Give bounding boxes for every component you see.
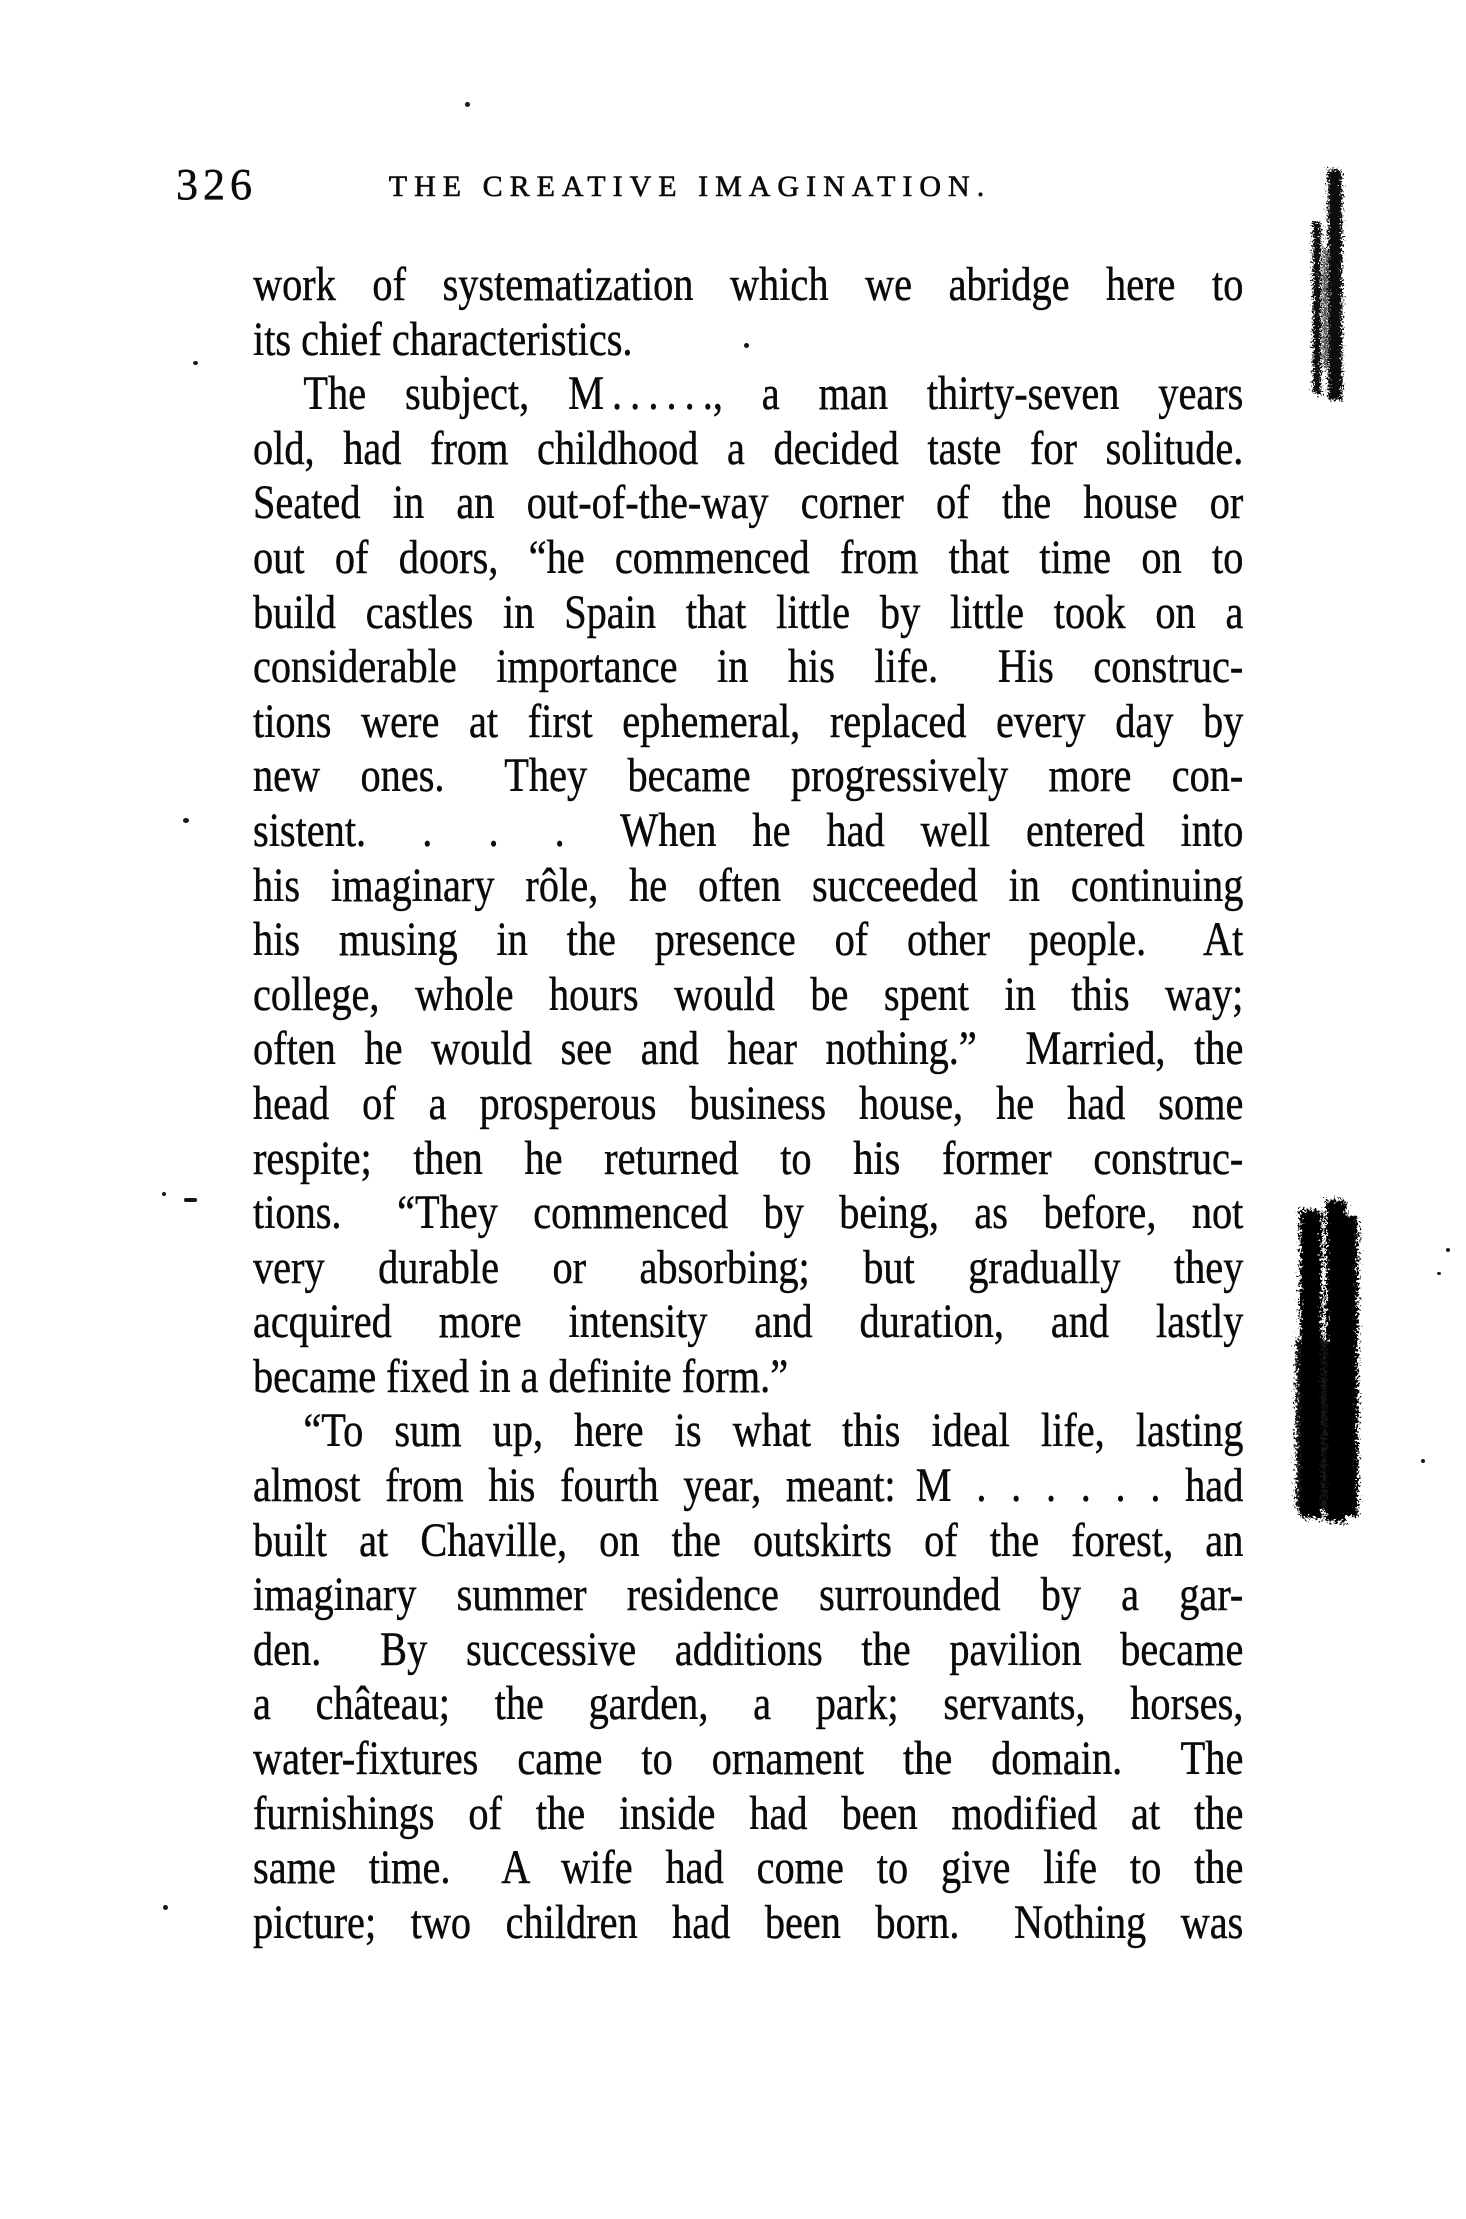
text-line: considerable importance in his life. His construc- (253, 640, 1244, 694)
ink-speck (1446, 1248, 1450, 1252)
text-line: imaginary summer residence surrounded by a gar- (253, 1568, 1244, 1622)
ink-speck (193, 361, 198, 365)
text-line: same time. A wife had come to give life to the (253, 1841, 1244, 1895)
text-line: tions. “They commenced by being, as before, not (253, 1186, 1244, 1240)
ink-speck (1437, 1272, 1441, 1275)
text-line: his musing in the presence of other people. At (253, 913, 1244, 967)
text-line: almost from his fourth year, meant: M . . . . . . had (253, 1459, 1244, 1513)
text-line: a château; the garden, a park; servants, horses, (253, 1677, 1244, 1731)
scan-artifact-top-right (1296, 158, 1366, 408)
text-line: den. By successive additions the pavilion became (253, 1622, 1244, 1676)
ink-speck (744, 343, 749, 348)
text-line: often he would see and hear nothing.” Married, the (253, 1022, 1244, 1076)
text-line: college, whole hours would be spent in this way; (253, 967, 1244, 1021)
running-header: THE CREATIVE IMAGINATION. (388, 170, 992, 203)
text-line: “To sum up, here is what this ideal life, lasting (303, 1404, 1244, 1458)
text-line: built at Chaville, on the outskirts of the forest, an (253, 1513, 1244, 1567)
ink-speck (1421, 1459, 1425, 1463)
ink-speck (183, 818, 189, 823)
text-line: furnishings of the inside had been modified at the (253, 1786, 1244, 1840)
page-number: 326 (176, 160, 257, 209)
ink-speck (184, 1198, 197, 1202)
ink-speck (162, 1192, 166, 1196)
text-line: work of systematization which we abridge here to (253, 258, 1244, 311)
text-line: picture; two children had been born. Nothing was (253, 1895, 1244, 1949)
text-line: old, had from childhood a decided taste for solitude. (253, 421, 1244, 475)
scan-artifact-mid-right (1286, 1190, 1381, 1540)
text-line: build castles in Spain that little by little took on a (253, 585, 1244, 639)
text-line: head of a prosperous business house, he had some (253, 1076, 1244, 1130)
text-line: out of doors, “he commenced from that time on to (253, 530, 1244, 584)
text-line: acquired more intensity and duration, and lastly (253, 1295, 1244, 1349)
text-line: tions were at first ephemeral, replaced every day by (253, 694, 1244, 748)
ink-speck (465, 102, 470, 107)
text-line: Seated in an out-of-the-way corner of the house or (253, 476, 1244, 530)
text-line: his imaginary rôle, he often succeeded in continuing (253, 858, 1244, 912)
text-line: new ones. They became progressively more con- (253, 749, 1244, 803)
text-line: its chief characteristics. (253, 312, 633, 366)
text-line: water-fixtures came to ornament the domain. The (253, 1732, 1244, 1786)
text-line: The subject, M . . . . . ., a man thirty-seven years (303, 367, 1244, 421)
text-line: respite; then he returned to his former construc- (253, 1131, 1244, 1185)
text-line: sistent. . . . When he had well entered into (253, 803, 1244, 857)
text-line: very durable or absorbing; but gradually they (253, 1240, 1244, 1294)
text-line: became fixed in a definite form.” (253, 1349, 789, 1403)
ink-speck (163, 1905, 168, 1910)
page-body (253, 258, 1243, 1950)
